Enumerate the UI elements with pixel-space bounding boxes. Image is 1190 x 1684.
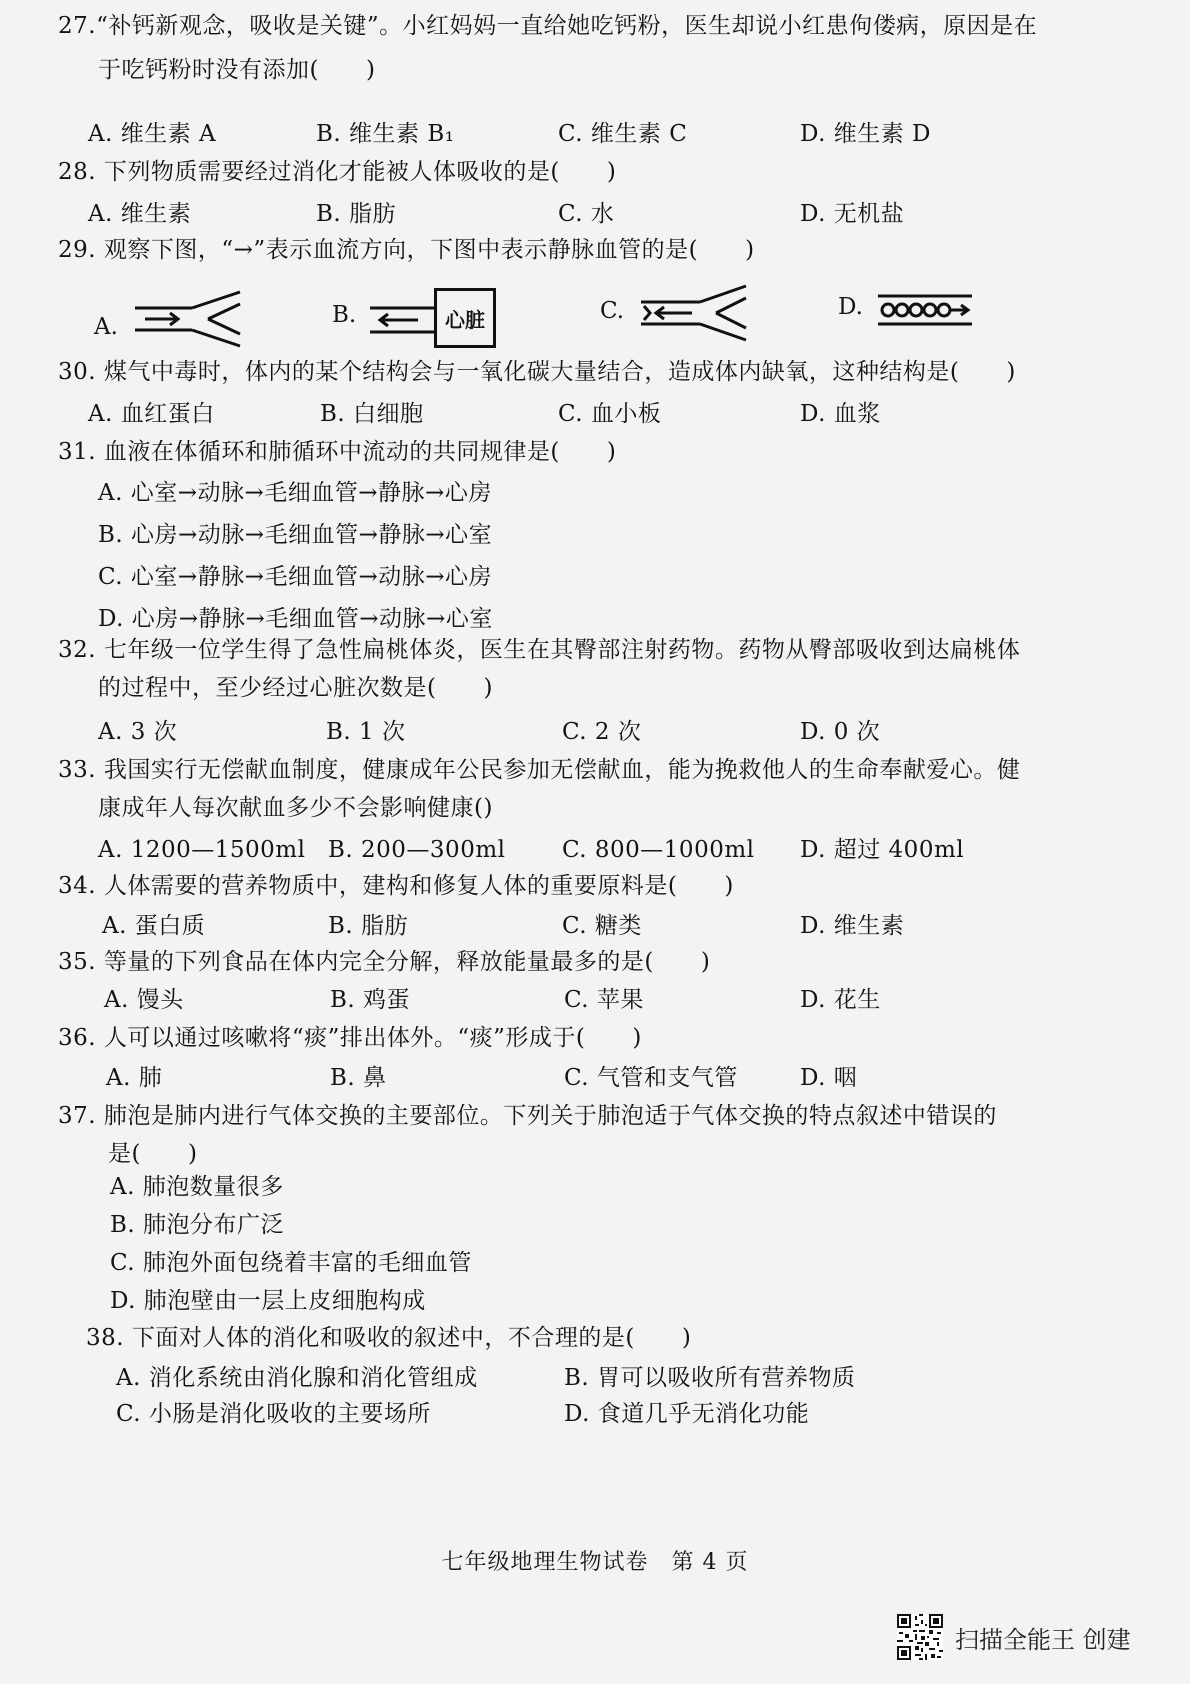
option-d[interactable]: D. 维生素 D [800, 121, 931, 147]
question-38 [86, 1322, 1146, 1427]
option-d[interactable]: D. 维生素 [800, 913, 905, 939]
options-list [58, 1168, 1118, 1320]
question-36 [58, 1022, 1118, 1091]
option-a[interactable]: A. 血红蛋白 [88, 401, 215, 427]
question-37 [58, 1100, 1118, 1320]
figure-label-c[interactable]: C. [600, 298, 625, 324]
options-row [58, 834, 1118, 866]
option-b[interactable]: B. 鼻 [330, 1065, 387, 1091]
option-b[interactable]: B. 脂肪 [316, 201, 397, 227]
vessel-diagram-a [130, 290, 250, 350]
options-row [58, 1062, 1118, 1094]
question-stem: 33. 我国实行无偿献血制度，健康成年公民参加无偿献血，能为挽救他人的生命奉献爱心。健 [58, 757, 1021, 783]
option-a[interactable]: A. 3 次 [98, 719, 178, 745]
vessel-diagram-d [876, 292, 976, 328]
option-c[interactable]: C. 心室→静脉→毛细血管→动脉→心房 [98, 564, 492, 590]
vessel-diagram-c [636, 284, 756, 344]
option-d[interactable]: D. 食道几乎无消化功能 [564, 1401, 810, 1427]
scanner-watermark-text: 扫描全能王 创建 [955, 1625, 1131, 1654]
option-b[interactable]: B. 脂肪 [328, 913, 409, 939]
options-row [58, 984, 1118, 1016]
option-a[interactable]: A. 馒头 [104, 987, 184, 1013]
option-c[interactable]: C. 800—1000ml [562, 837, 755, 863]
question-stem: 27.“补钙新观念，吸收是关键”。小红妈妈一直给她吃钙粉，医生却说小红患佝偻病，原因是在 [58, 13, 1038, 39]
qr-code-icon [897, 1614, 943, 1660]
options-row [86, 1398, 1146, 1430]
question-stem: 34. 人体需要的营养物质中，建构和修复人体的重要原料是( ) [58, 873, 734, 899]
option-d[interactable]: D. 心房→静脉→毛细血管→动脉→心室 [98, 606, 493, 632]
question-stem-cont: 的过程中，至少经过心脏次数是( ) [98, 675, 493, 701]
option-c[interactable]: C. 2 次 [562, 719, 642, 745]
scanner-watermark [897, 1612, 1131, 1662]
question-stem: 35. 等量的下列食品在体内完全分解，释放能量最多的是( ) [58, 949, 711, 975]
page-footer: 七年级地理生物试卷 第 4 页 [441, 1550, 749, 1575]
figure-label-a[interactable]: A. [94, 314, 118, 340]
option-c[interactable]: C. 小肠是消化吸收的主要场所 [116, 1401, 431, 1427]
question-stem: 28. 下列物质需要经过消化才能被人体吸收的是( ) [58, 159, 617, 185]
option-c[interactable]: C. 血小板 [558, 401, 662, 427]
question-34 [58, 870, 1118, 939]
heart-label: 心脏 [445, 307, 485, 332]
figure-label-d[interactable]: D. [838, 294, 863, 320]
question-stem: 31. 血液在体循环和肺循环中流动的共同规律是( ) [58, 439, 617, 465]
question-stem-cont: 于吃钙粉时没有添加( ) [98, 57, 376, 83]
option-a[interactable]: A. 维生素 A [88, 121, 217, 147]
question-stem: 32. 七年级一位学生得了急性扁桃体炎，医生在其臀部注射药物。药物从臀部吸收到达扁桃体 [58, 637, 1021, 663]
option-c[interactable]: C. 水 [558, 201, 615, 227]
question-30 [58, 356, 1118, 427]
question-32 [58, 634, 1118, 745]
options-row [58, 398, 1118, 430]
question-stem-cont: 是( ) [108, 1141, 198, 1167]
vessel-diagram-b [368, 290, 438, 350]
figure-label-b[interactable]: B. [332, 302, 357, 328]
options-list [58, 472, 1118, 640]
question-stem: 36. 人可以通过咳嗽将“痰”排出体外。“痰”形成于( ) [58, 1025, 642, 1051]
options-row [58, 118, 1118, 150]
question-27 [58, 10, 1118, 147]
option-a[interactable]: A. 肺 [106, 1065, 163, 1091]
option-c[interactable]: C. 肺泡外面包绕着丰富的毛细血管 [110, 1250, 472, 1276]
option-b[interactable]: B. 鸡蛋 [330, 987, 411, 1013]
option-d[interactable]: D. 花生 [800, 987, 881, 1013]
option-b[interactable]: B. 1 次 [326, 719, 406, 745]
question-stem: 29. 观察下图，“→”表示血流方向，下图中表示静脉血管的是( ) [58, 237, 755, 263]
option-c[interactable]: C. 气管和支气管 [564, 1065, 738, 1091]
option-a[interactable]: A. 消化系统由消化腺和消化管组成 [116, 1365, 478, 1391]
option-a[interactable]: A. 肺泡数量很多 [110, 1174, 284, 1200]
heart-box [434, 288, 496, 348]
question-stem: 37. 肺泡是肺内进行气体交换的主要部位。下列关于肺泡适于气体交换的特点叙述中错误的 [58, 1103, 997, 1129]
question-stem-cont: 康成年人每次献血多少不会影响健康() [98, 795, 493, 821]
options-row [58, 716, 1118, 748]
option-d[interactable]: D. 无机盐 [800, 201, 905, 227]
option-a[interactable]: A. 心室→动脉→毛细血管→静脉→心房 [98, 480, 492, 506]
question-28 [58, 156, 1118, 227]
option-a[interactable]: A. 蛋白质 [102, 913, 206, 939]
option-b[interactable]: B. 肺泡分布广泛 [110, 1212, 285, 1238]
question-33 [58, 754, 1118, 863]
option-c[interactable]: C. 维生素 C [558, 121, 688, 147]
option-b[interactable]: B. 200—300ml [328, 837, 506, 863]
option-d[interactable]: D. 肺泡壁由一层上皮细胞构成 [110, 1288, 426, 1314]
option-b[interactable]: B. 心房→动脉→毛细血管→静脉→心室 [98, 522, 493, 548]
option-d[interactable]: D. 咽 [800, 1065, 858, 1091]
question-stem: 30. 煤气中毒时，体内的某个结构会与一氧化碳大量结合，造成体内缺氧，这种结构是( ) [58, 359, 1016, 385]
question-31 [58, 436, 1118, 640]
question-stem: 38. 下面对人体的消化和吸收的叙述中，不合理的是( ) [86, 1325, 692, 1351]
option-b[interactable]: B. 维生素 B₁ [316, 121, 455, 147]
option-c[interactable]: C. 糖类 [562, 913, 642, 939]
options-row [58, 198, 1118, 230]
question-29 [58, 234, 1118, 266]
options-row [86, 1362, 1146, 1394]
options-row [58, 910, 1118, 942]
option-a[interactable]: A. 维生素 [88, 201, 192, 227]
option-c[interactable]: C. 苹果 [564, 987, 644, 1013]
option-d[interactable]: D. 超过 400ml [800, 837, 965, 863]
question-35 [58, 946, 1118, 1013]
option-b[interactable]: B. 胃可以吸收所有营养物质 [564, 1365, 856, 1391]
option-b[interactable]: B. 白细胞 [320, 401, 424, 427]
option-d[interactable]: D. 血浆 [800, 401, 881, 427]
option-d[interactable]: D. 0 次 [800, 719, 881, 745]
option-a[interactable]: A. 1200—1500ml [98, 837, 306, 863]
